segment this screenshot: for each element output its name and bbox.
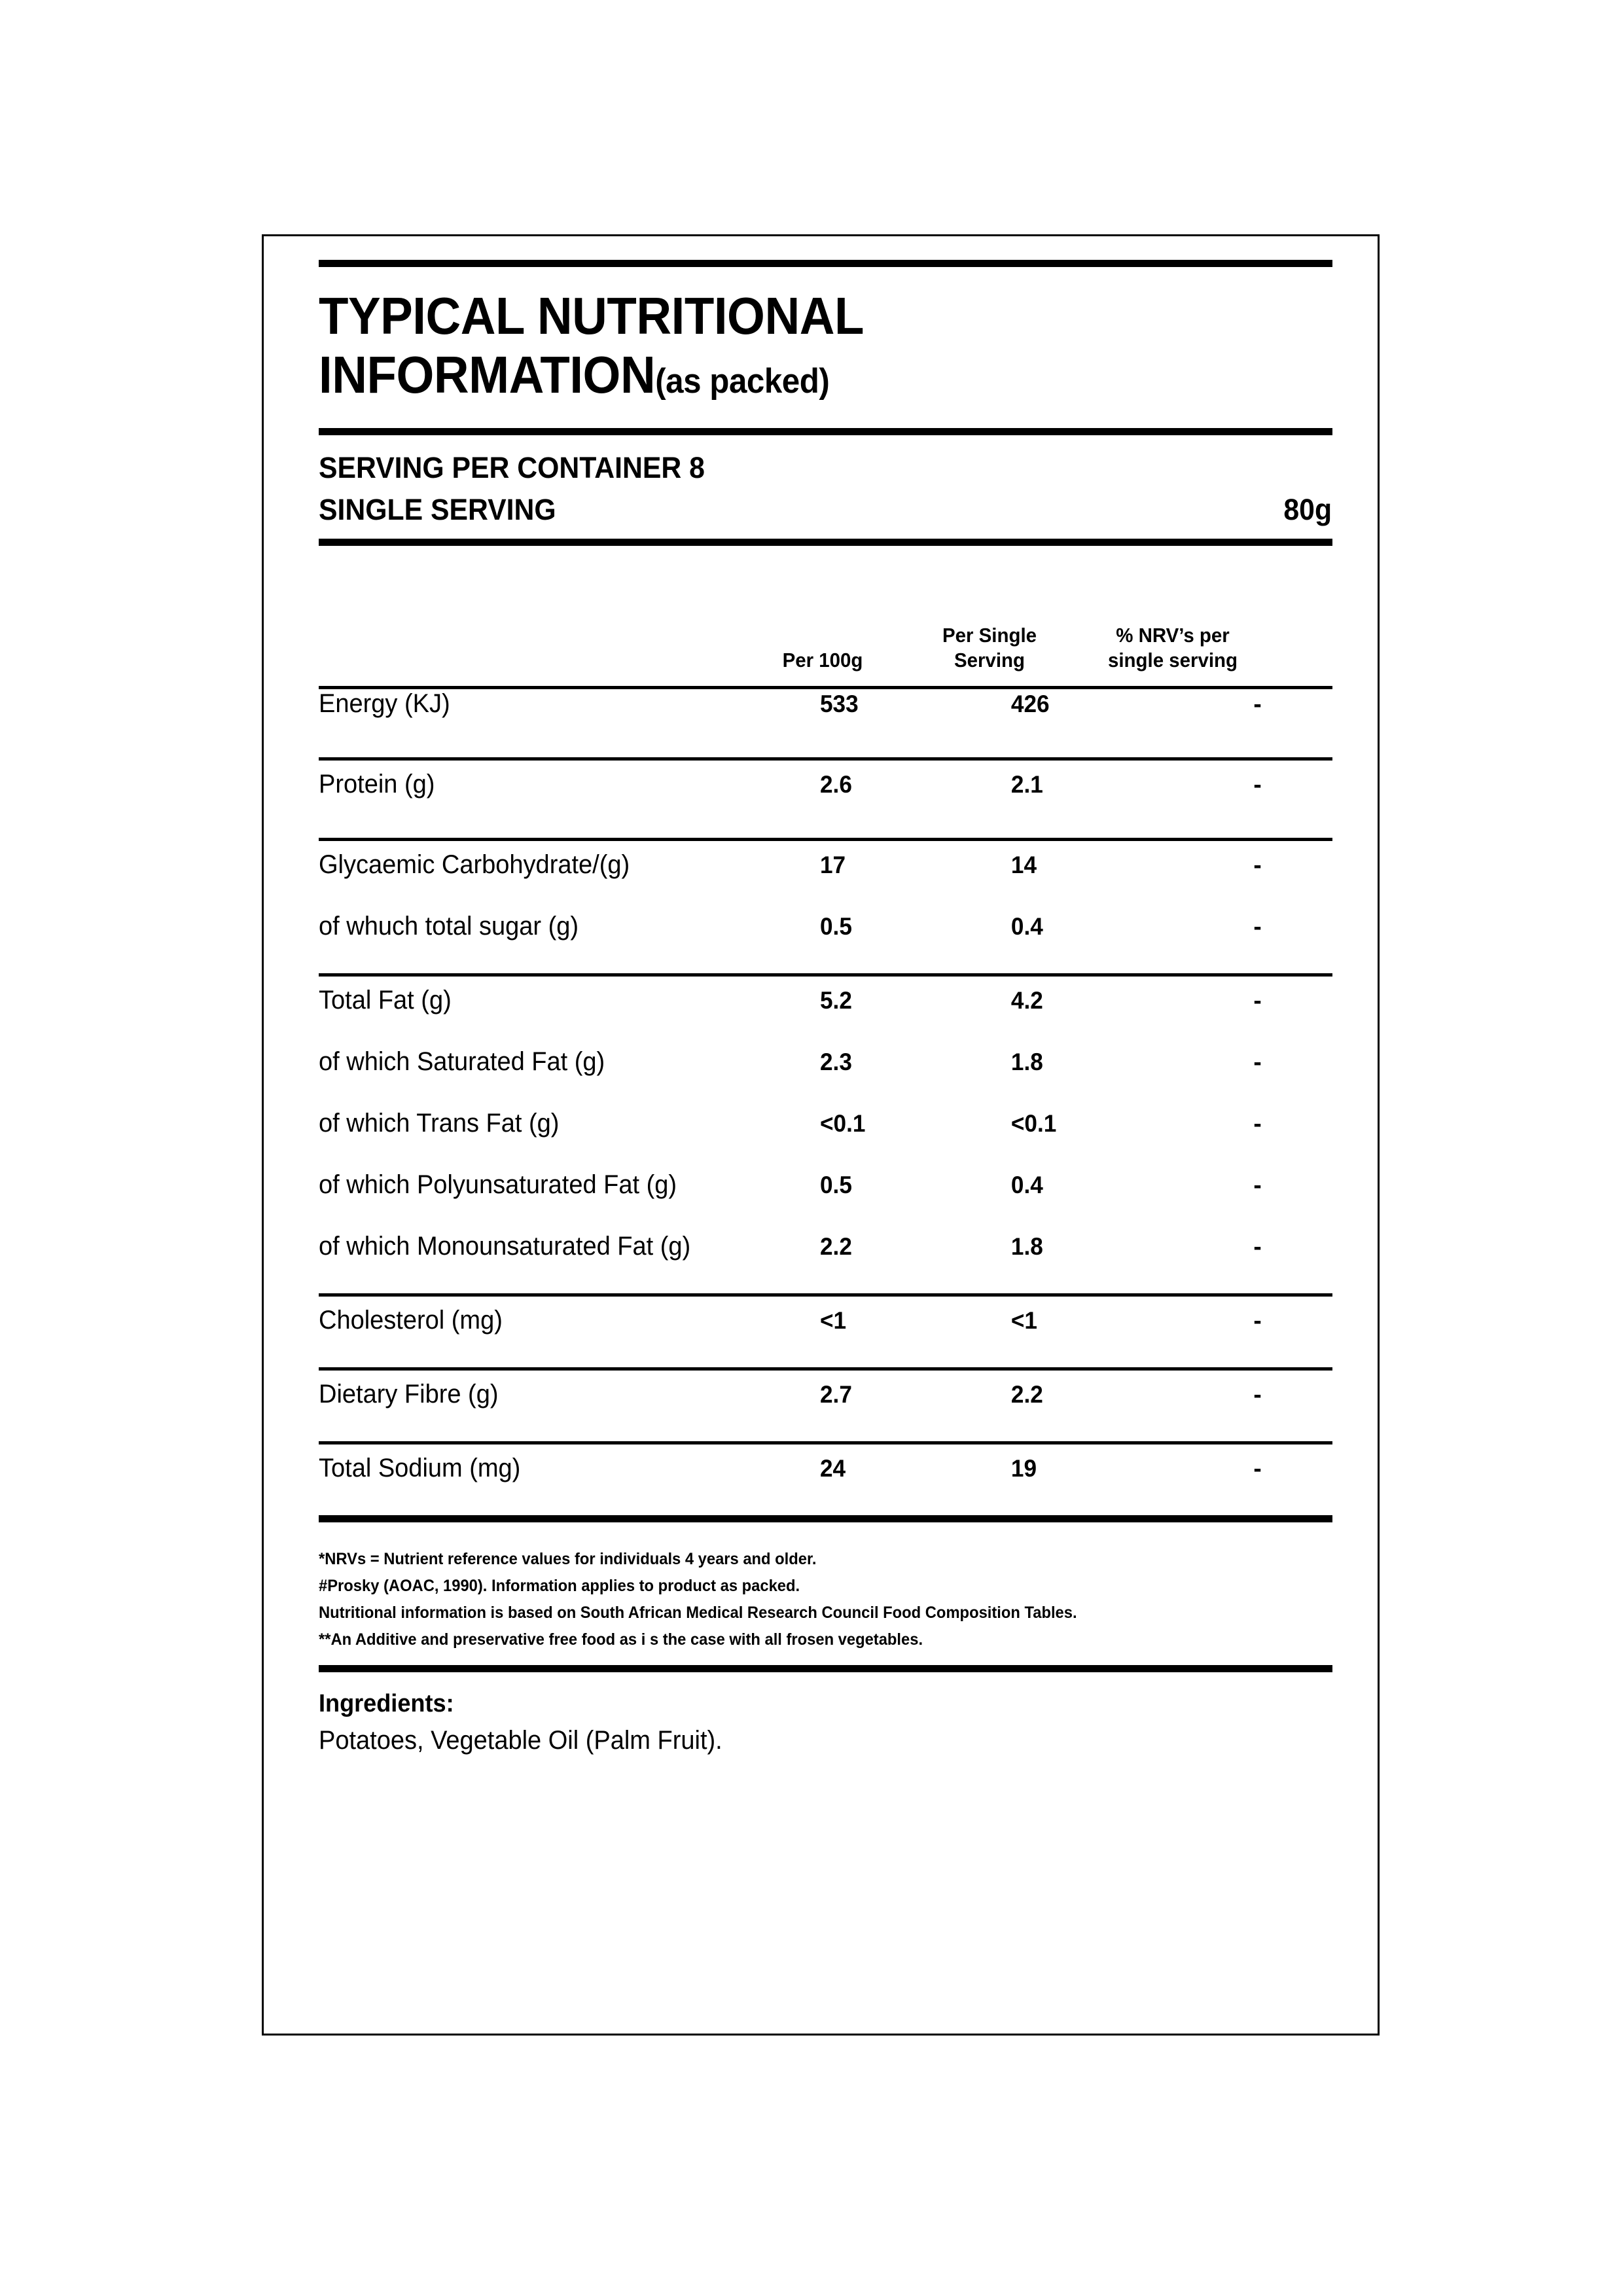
nutrient-name: Energy (KJ) [319, 689, 450, 718]
nutrient-rows-container [319, 689, 1332, 1532]
nutrient-name: of which Saturated Fat (g) [319, 1047, 605, 1076]
nutrient-value-per-100g: 2.2 [820, 1233, 852, 1260]
table-row [319, 1306, 1332, 1367]
nutrient-name: Dietary Fibre (g) [319, 1380, 499, 1408]
nutrient-name: Total Sodium (mg) [319, 1454, 521, 1482]
nutrient-value-per-100g: 2.7 [820, 1381, 852, 1408]
nutrient-name: of which Polyunsaturated Fat (g) [319, 1170, 677, 1199]
column-header-per-single-serving: Per Single Serving [942, 624, 1037, 672]
nutrient-value-per-serving: 2.2 [1010, 1381, 1043, 1408]
page-title-suffix: (as packed) [655, 362, 830, 401]
table-row [319, 1109, 1332, 1170]
footnotes-block [319, 1532, 1332, 1653]
rule-title-bottom [319, 428, 1332, 435]
nutrient-value-per-serving: 14 [1010, 852, 1037, 878]
single-serving-value: 80g [1283, 493, 1332, 526]
nutrient-value-nrv: - [1253, 987, 1262, 1014]
table-row [319, 1170, 1332, 1232]
nutrient-name: Cholesterol (mg) [319, 1306, 503, 1335]
nutrient-value-per-serving: 426 [1010, 691, 1050, 717]
footnote-line: *NRVs = Nutrient reference values for individuals 4 years and older. [319, 1550, 817, 1568]
nutrient-value-per-serving: 0.4 [1010, 1172, 1043, 1198]
column-header-per-100g: Per 100g [782, 649, 863, 672]
label-content-column [319, 236, 1332, 1759]
ingredients-heading: Ingredients: [319, 1690, 454, 1717]
nutrient-value-per-100g: 0.5 [820, 913, 852, 940]
title-block [319, 236, 1332, 435]
footnote-line: Nutritional information is based on South African Medical Research Council Food Composition Tables. [319, 1604, 1077, 1622]
footnote-line: #Prosky (AOAC, 1990). Information applies to product as packed. [319, 1577, 800, 1595]
nutrient-value-per-serving: 1.8 [1010, 1049, 1043, 1075]
nutrient-name: of which Monounsaturated Fat (g) [319, 1232, 691, 1261]
footnote-line: **An Additive and preservative free food as i s the case with all frosen vegetables. [319, 1630, 923, 1649]
nutrient-value-per-100g: 17 [820, 852, 846, 878]
nutrient-value-per-100g: <0.1 [820, 1110, 866, 1137]
table-header-band [319, 546, 1332, 686]
nutrient-value-nrv: - [1253, 1381, 1262, 1408]
rule-row-divider [319, 1515, 1332, 1522]
nutrient-value-per-serving: 19 [1010, 1455, 1037, 1482]
nutrient-value-nrv: - [1253, 691, 1262, 717]
nutrient-value-per-serving: 0.4 [1010, 913, 1043, 940]
table-row [319, 1454, 1332, 1515]
nutrient-value-nrv: - [1253, 1172, 1262, 1198]
nutrient-value-nrv: - [1253, 1049, 1262, 1075]
nutrient-value-per-100g: <1 [820, 1307, 847, 1334]
nutrient-value-per-100g: 533 [820, 691, 859, 717]
rule-ingredients-top [319, 1665, 1332, 1672]
table-row [319, 912, 1332, 973]
nutrient-name: Total Fat (g) [319, 986, 452, 1014]
table-row [319, 1380, 1332, 1441]
page-title-main: INFORMATION [319, 346, 656, 404]
nutrient-value-nrv: - [1253, 852, 1262, 878]
page-title-line-2 [319, 346, 1262, 411]
table-row [319, 986, 1332, 1047]
serving-info-block [319, 435, 1332, 539]
table-row [319, 770, 1332, 838]
nutrient-value-per-100g: 5.2 [820, 987, 852, 1014]
nutrient-name: of which Trans Fat (g) [319, 1109, 560, 1138]
table-row [319, 1047, 1332, 1109]
table-row [319, 850, 1332, 912]
nutrient-value-per-100g: 2.6 [820, 771, 852, 798]
nutrient-value-nrv: - [1253, 913, 1262, 940]
nutrient-name: Glycaemic Carbohydrate/(g) [319, 850, 630, 879]
nutrient-value-nrv: - [1253, 1233, 1262, 1260]
rule-title-top [319, 260, 1332, 267]
nutrient-value-nrv: - [1253, 1307, 1262, 1334]
nutrition-label-panel [262, 234, 1380, 2036]
nutrient-value-per-serving: <1 [1010, 1307, 1037, 1334]
single-serving-label: SINGLE SERVING [319, 493, 556, 526]
nutrient-name: of whuch total sugar (g) [319, 912, 579, 941]
table-row [319, 689, 1332, 757]
servings-per-container-row [319, 447, 1332, 489]
servings-per-container-label: SERVING PER CONTAINER 8 [319, 451, 705, 484]
nutrient-value-per-100g: 24 [820, 1455, 846, 1482]
table-row [319, 1232, 1332, 1293]
nutrient-value-nrv: - [1253, 1110, 1262, 1137]
nutrient-value-per-100g: 0.5 [820, 1172, 852, 1198]
single-serving-row [319, 489, 1332, 531]
nutrient-value-nrv: - [1253, 771, 1262, 798]
nutrient-value-per-serving: 1.8 [1010, 1233, 1043, 1260]
page-title-line-1: TYPICAL NUTRITIONAL [319, 287, 864, 345]
nutrient-value-per-serving: 4.2 [1010, 987, 1043, 1014]
ingredients-text: Potatoes, Vegetable Oil (Palm Fruit). [319, 1726, 722, 1755]
nutrient-name: Protein (g) [319, 770, 435, 798]
rule-serving-bottom [319, 539, 1332, 546]
ingredients-block [319, 1672, 1332, 1759]
nutrient-value-nrv: - [1253, 1455, 1262, 1482]
nutrient-value-per-serving: 2.1 [1010, 771, 1043, 798]
nutrient-value-per-serving: <0.1 [1010, 1110, 1057, 1137]
nutrient-value-per-100g: 2.3 [820, 1049, 852, 1075]
column-header-nrv: % NRV’s per single serving [1107, 624, 1238, 672]
